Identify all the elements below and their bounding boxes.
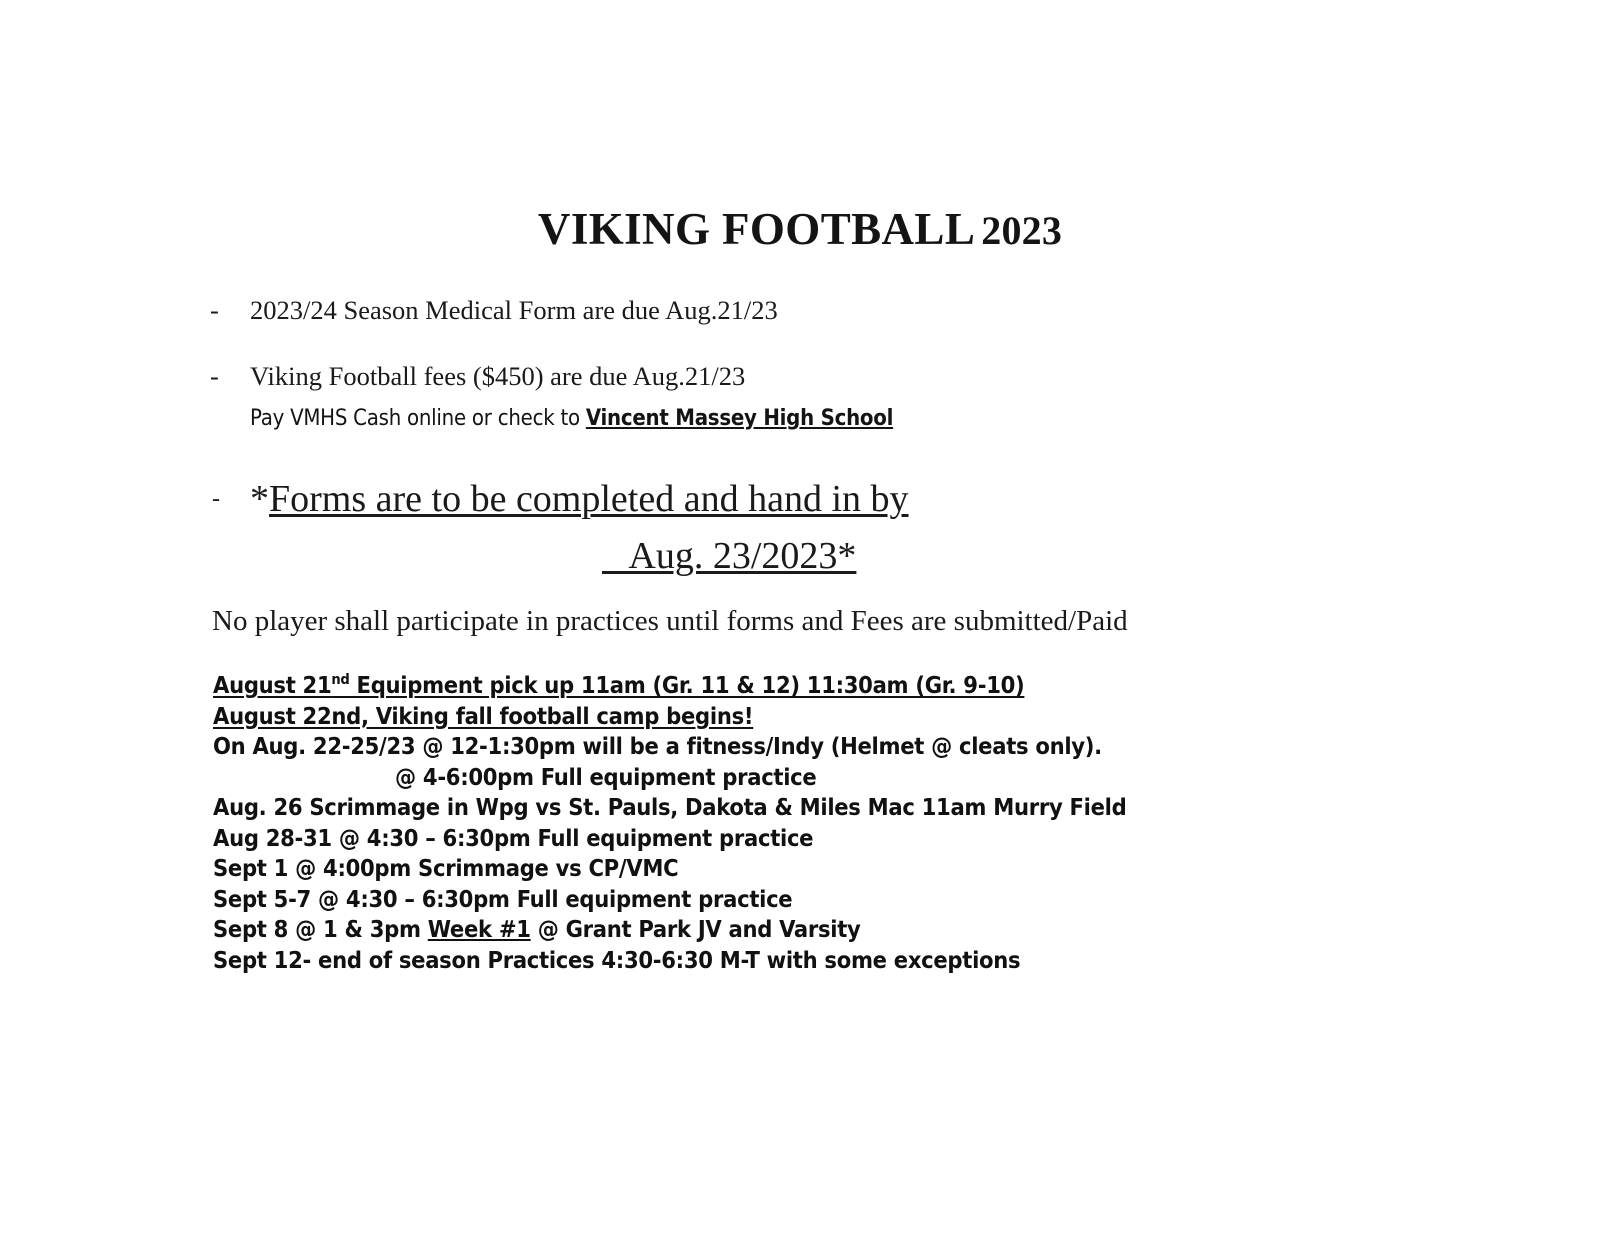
payment-note bbox=[250, 406, 1410, 432]
forms-deadline-text bbox=[250, 478, 909, 521]
schedule-row bbox=[213, 670, 1463, 701]
schedule-item-sept-8-week1 bbox=[213, 914, 1463, 945]
schedule-item-aug-22-camp: August 22nd, Viking fall football camp begins! bbox=[213, 701, 754, 730]
payment-note-prefix: Pay VMHS Cash online or check to bbox=[250, 406, 586, 432]
schedule-item-ordinal-suffix: nd bbox=[331, 671, 350, 689]
spacer bbox=[210, 327, 1410, 360]
schedule-item-aug-28-31-practice: Aug 28-31 @ 4:30 – 6:30pm Full equipment practice bbox=[213, 823, 814, 852]
bullet-marker: - bbox=[210, 295, 219, 325]
schedule-item-sept-12-end-of-season: Sept 12- end of season Practices 4:30-6:30 M-T with some exceptions bbox=[213, 945, 1021, 974]
list-item bbox=[210, 360, 1410, 393]
forms-deadline-main-text: Forms are to be completed and hand in by bbox=[269, 478, 909, 520]
schedule-item-aug-26-scrimmage: Aug. 26 Scrimmage in Wpg vs St. Pauls, Dakota & Miles Mac 11am Murry Field bbox=[213, 793, 1127, 821]
bullet-list bbox=[210, 294, 1410, 433]
forms-deadline-date: Aug. 23/2023* bbox=[602, 534, 857, 577]
asterisk-marker: * bbox=[250, 478, 269, 520]
schedule-item-prefix: August 21 bbox=[213, 671, 332, 699]
no-player-participation-note: No player shall participate in practices until forms and Fees are submitted/Paid bbox=[212, 605, 1128, 637]
page-title-year: 2023 bbox=[981, 208, 1063, 254]
schedule-row bbox=[213, 701, 1463, 732]
schedule-item-suffix: @ Grant Park JV and Varsity bbox=[530, 915, 861, 943]
schedule-item-aug-22-25-fitness: On Aug. 22-25/23 @ 12-1:30pm will be a fitness/Indy (Helmet @ cleats only). bbox=[213, 732, 1102, 760]
payment-note-school-name: Vincent Massey High School bbox=[585, 406, 894, 432]
schedule-list bbox=[213, 670, 1463, 975]
schedule-item-sept-1-scrimmage: Sept 1 @ 4:00pm Scrimmage vs CP/VMC bbox=[213, 854, 679, 882]
schedule-item-aug-22-25-full-equipment: @ 4-6:00pm Full equipment practice bbox=[395, 762, 817, 791]
forms-deadline-line-2 bbox=[210, 535, 1460, 578]
bullet-marker: - bbox=[210, 361, 219, 392]
list-item bbox=[210, 294, 1410, 327]
forms-deadline-line-1 bbox=[210, 478, 1460, 521]
schedule-item-sept-5-7-practice: Sept 5-7 @ 4:30 – 6:30pm Full equipment practice bbox=[213, 884, 793, 913]
schedule-item-week-label: Week #1 bbox=[427, 915, 531, 943]
bullet-text-medical-form: 2023/24 Season Medical Form are due Aug.21/23 bbox=[250, 295, 778, 325]
schedule-item-prefix: Sept 8 @ 1 & 3pm bbox=[213, 915, 428, 943]
schedule-item-aug-21-equipment bbox=[213, 670, 1024, 701]
page-title-main: VIKING FOOTBALL bbox=[537, 204, 976, 255]
page-title bbox=[0, 206, 1600, 253]
forms-deadline-statement bbox=[210, 478, 1460, 577]
bullet-marker: - bbox=[212, 486, 220, 512]
bullet-text-fees: Viking Football fees ($450) are due Aug.21/23 bbox=[250, 361, 746, 392]
schedule-item-suffix: Equipment pick up 11am (Gr. 11 & 12) 11:30am (Gr. 9-10) bbox=[349, 671, 1025, 699]
